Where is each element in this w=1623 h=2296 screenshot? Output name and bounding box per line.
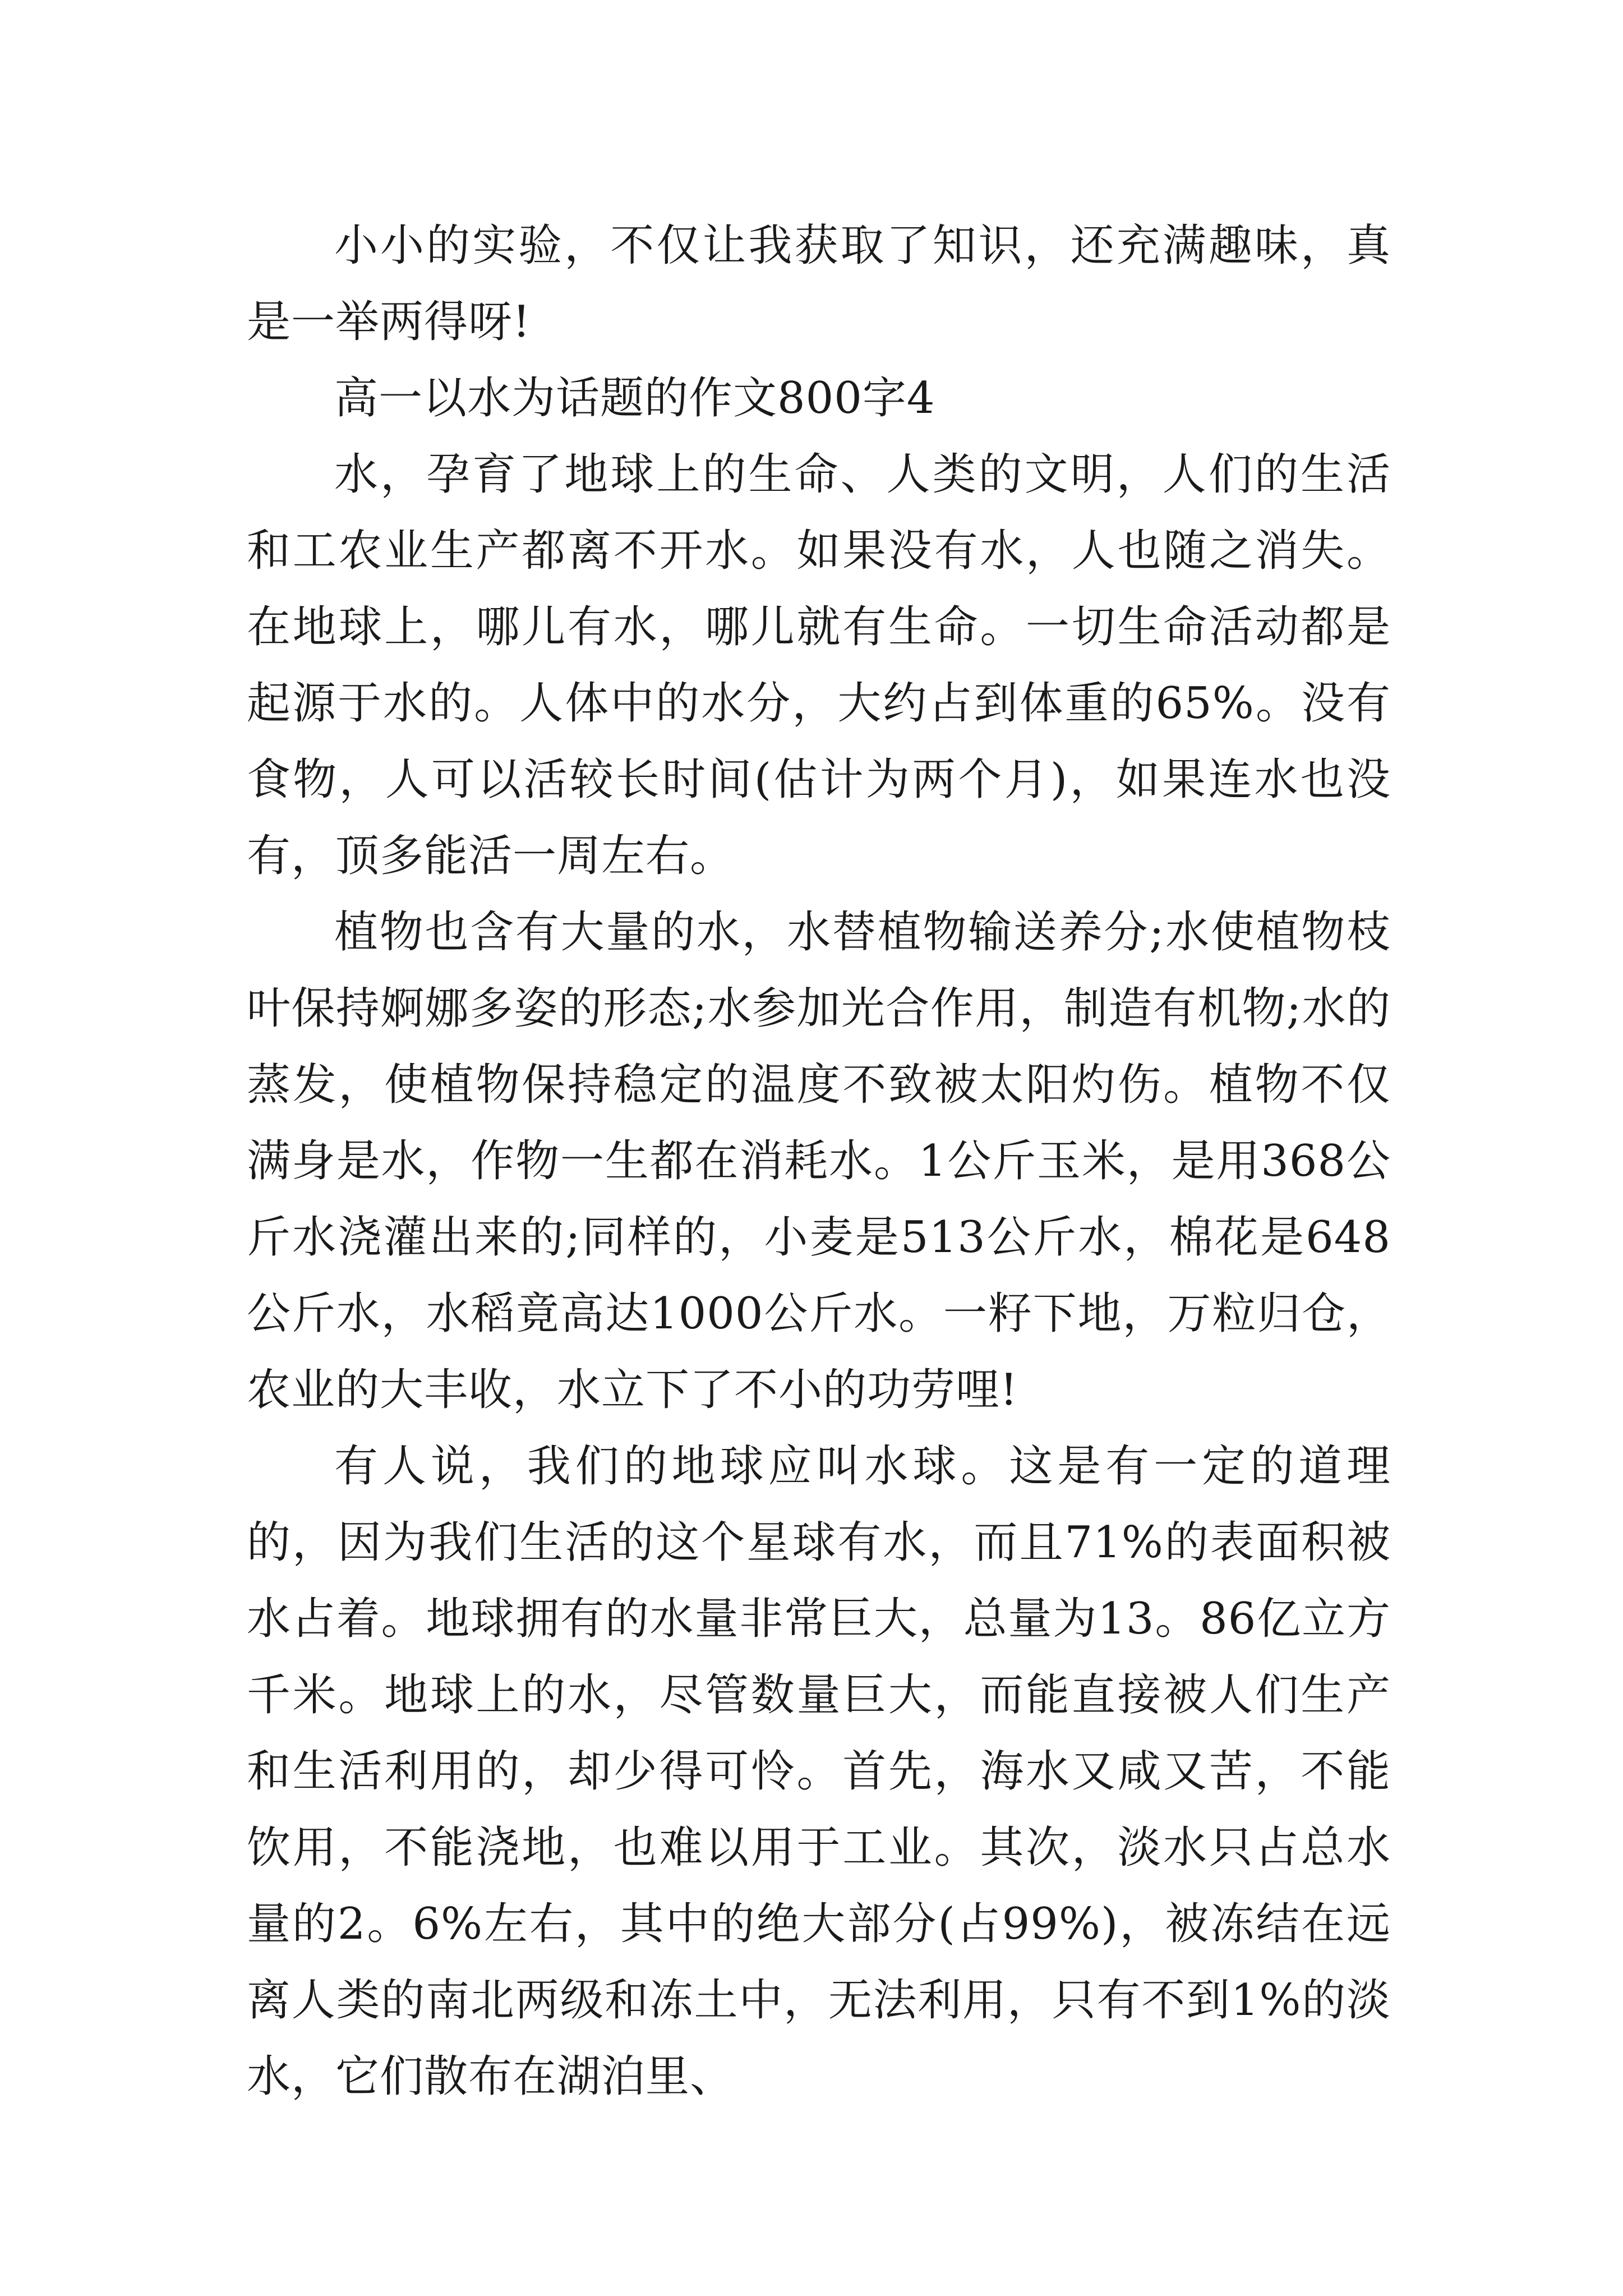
essay-title: 高一以水为话题的作文800字4 [334,373,935,424]
paragraph-water-life: 水，孕育了地球上的生命、人类的文明，人们的生活和工农业生产都离不开水。如果没有水，人也随之消失。在地球上，哪儿有水，哪儿就有生命。一切生命活动都是起源于水的。人体中的水分，大约占到体重的65%。没有食物，人可以活较长时间(估计为两个月)，如果连水也没有，顶多能活一周左右。 [247,449,1391,881]
paragraph-experiment-conclusion: 小小的实验，不仅让我获取了知识，还充满趣味，真是一举两得呀! [247,220,1391,347]
document-body [247,208,1391,2115]
paragraph-water-planet: 有人说，我们的地球应叫水球。这是有一定的道理的，因为我们生活的这个星球有水，而且71%的表面积被水占着。地球拥有的水量非常巨大，总量为13。86亿立方千米。地球上的水，尽管数量巨大，而能直接被人们生产和生活利用的，却少得可怜。首先，海水又咸又苦，不能饮用，不能浇地，也难以用于工业。其次，淡水只占总水量的2。6%左右，其中的绝大部分(占99%)，被冻结在远离人类的南北两级和冻土中，无法利用，只有不到1%的淡水，它们散布在湖泊里、 [247,1441,1391,2102]
paragraph-water-plants: 植物也含有大量的水，水替植物输送养分;水使植物枝叶保持婀娜多姿的形态;水参加光合作用，制造有机物;水的蒸发，使植物保持稳定的温度不致被太阳灼伤。植物不仅满身是水，作物一生都在消耗水。1公斤玉米，是用368公斤水浇灌出来的;同样的，小麦是513公斤水，棉花是648公斤水，水稻竟高达1000公斤水。一籽下地，万粒归仓，农业的大丰收，水立下了不小的功劳哩! [247,907,1391,1415]
